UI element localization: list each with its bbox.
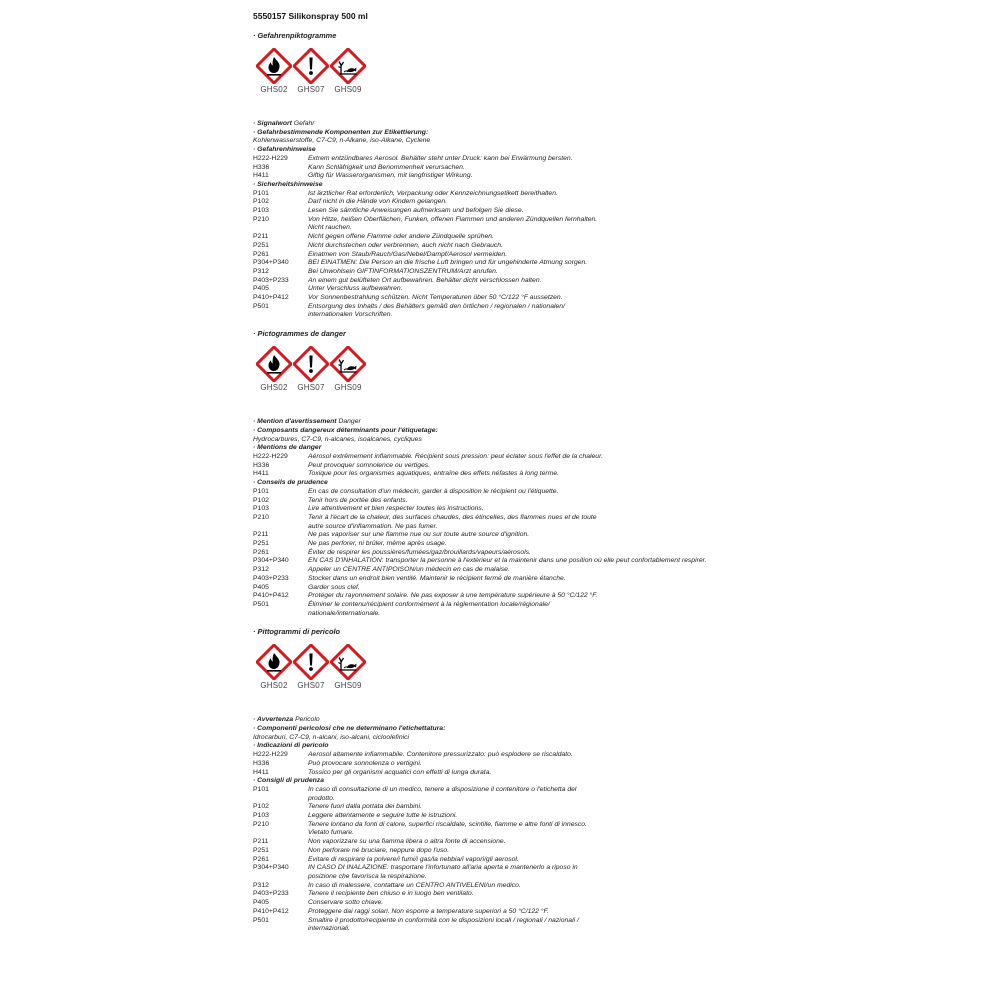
pictogram-row <box>253 346 813 396</box>
hazard-statements-heading: · Gefahrenhinweise <box>253 146 316 154</box>
precautionary-statements-heading: · Conseils de prudence <box>253 479 328 487</box>
statement-text: Tenere il recipiente ben chiuso e in luogo ben ventilato. <box>308 890 474 898</box>
signal-word-line <box>253 418 813 427</box>
hazard-statement <box>253 172 813 181</box>
statement-code: P304+P340 <box>253 864 289 872</box>
statement-code: P102 <box>253 803 269 811</box>
pictogram-code: GHS02 <box>260 383 288 393</box>
statement-text: Peut provoquer somnolence ou vertiges. <box>308 461 431 469</box>
components-heading: · Composants dangereux déterminants pour l'étiquetage: <box>253 426 438 434</box>
pictogram-code: GHS02 <box>260 681 288 691</box>
hazard-label-section <box>253 627 813 934</box>
precautionary-statement <box>253 277 813 286</box>
precautionary-statement <box>253 908 813 917</box>
statement-code: P403+P233 <box>253 890 289 898</box>
components-heading: · Componenti pericolosi che ne determinano l'etichettatura: <box>253 725 446 733</box>
precautionary-statement <box>253 566 813 575</box>
statement-text: Ne pas perforer, ni brûler, même après usage. <box>308 540 447 548</box>
statement-code: P405 <box>253 583 269 591</box>
statement-code: H336 <box>253 461 270 469</box>
precautionary-statement <box>253 303 813 320</box>
precautionary-statement <box>253 786 813 803</box>
precautionary-statement <box>253 584 813 593</box>
signal-word-label: · Avvertenza <box>253 716 294 724</box>
document-page <box>253 10 813 934</box>
statement-text: Entsorgung des Inhalts / des Behälters gemäß den örtlichen / regionalen / nationalen/ internationalen Vorschriften. <box>308 302 565 319</box>
precautionary-statement <box>253 285 813 294</box>
pictogram-code: GHS09 <box>334 85 362 94</box>
pictogram-code: GHS07 <box>297 681 325 691</box>
statement-code: H222-H229 <box>253 452 288 460</box>
precautionary-statement <box>253 549 813 558</box>
statement-code: P410+P412 <box>253 592 289 600</box>
statement-text: Evitare di respirare la polvere/i fumi/i gas/la nebbia/i vapori/gli aerosol. <box>308 855 519 863</box>
precautionary-statement <box>253 531 813 540</box>
statement-text: Nicht gegen offene Flamme oder andere Zündquelle sprühen. <box>308 233 494 241</box>
signal-word-value: Gefahr <box>293 120 315 127</box>
statement-text: Toxique pour les organismes aquatiques, entraîne des effets néfastes à long terme. <box>308 470 560 478</box>
pictogram-code: GHS07 <box>297 383 325 393</box>
statement-code: P211 <box>253 233 269 241</box>
statement-code: P410+P412 <box>253 294 289 302</box>
statement-code: P211 <box>253 838 269 846</box>
ghs-pictogram <box>330 346 366 392</box>
pictogram-row <box>253 644 813 694</box>
precautionary-statement <box>253 838 813 847</box>
statement-text: Non vaporizzare su una fiamma libera o altra fonte di accensione. <box>308 838 506 846</box>
pictogram-code: GHS09 <box>334 383 362 393</box>
hazard-statement <box>253 470 813 479</box>
hazard-statements-heading: · Mentions de danger <box>253 444 322 452</box>
statement-code: P102 <box>253 496 269 504</box>
hazard-label-section <box>253 329 813 618</box>
hazard-label-section <box>253 31 813 320</box>
precautionary-statement <box>253 899 813 908</box>
statement-code: P312 <box>253 267 269 275</box>
statement-code: P103 <box>253 207 269 215</box>
statement-text: En cas de consultation d'un médecin, garder à disposition le récipient ou l'étiquette. <box>308 487 559 495</box>
statement-text: IN CASO DI INALAZIONE: trasportare l'infortunato all'aria aperta e mantenerlo a riposo in posizione che favorisca la respirazione. <box>308 864 578 880</box>
precautionary-statement <box>253 601 813 618</box>
pictogram-row <box>253 48 813 98</box>
document-title: 5550157 Silikonspray 500 ml <box>253 11 368 21</box>
ghs-pictogram <box>293 48 329 94</box>
precautionary-statement <box>253 497 813 506</box>
hazard-statement <box>253 769 813 778</box>
statement-code: P304+P340 <box>253 259 289 267</box>
flame-icon <box>256 48 292 84</box>
statement-code: P210 <box>253 513 269 521</box>
signal-word-line <box>253 120 813 129</box>
hazard-statement <box>253 751 813 760</box>
precautionary-statement <box>253 847 813 856</box>
statement-code: P403+P233 <box>253 574 289 582</box>
ghs-pictogram <box>293 644 329 690</box>
components-text: Idrocarburi, C7-C9, n-alcani, iso-alcani, cicloolefinici <box>253 733 410 741</box>
statement-text: Conservare sotto chiave. <box>308 899 384 907</box>
statement-code: P261 <box>253 250 269 258</box>
precautionary-statement <box>253 207 813 216</box>
signal-word-label: · Signalwort <box>253 120 292 127</box>
precautionary-statement <box>253 190 813 199</box>
statement-text: Ne pas vaporiser sur une flamme nue ou sur toute autre source d'ignition. <box>308 531 530 539</box>
statement-text: EN CAS D'INHALATION: transporter la personne à l'extérieur et la maintenir dans une position où elle peut confortablement respirer. <box>308 557 707 565</box>
statement-text: Tenere fuori dalla portata dei bambini. <box>308 803 422 811</box>
statement-text: Darf nicht in die Hände von Kindern gelangen. <box>308 198 448 206</box>
exclamation-mark-icon <box>293 644 329 680</box>
ghs-pictogram <box>256 644 292 690</box>
statement-code: P103 <box>253 505 269 513</box>
hazard-statement <box>253 462 813 471</box>
signal-word-label: · Mention d'avertissement <box>253 418 337 426</box>
statement-code: P210 <box>253 215 269 223</box>
statement-text: Lire attentivement et bien respecter toutes les instructions. <box>308 505 484 513</box>
statement-text: Non perforare né bruciare, neppure dopo l'uso. <box>308 846 450 854</box>
statement-text: Leggere attentamente e seguire tutte le istruzioni. <box>308 812 458 820</box>
signal-word-value: Danger <box>338 418 361 426</box>
statement-text: Aérosol extrêmement inflammable. Récipient sous pression: peut éclater sous l'effet de la chaleur. <box>308 452 603 460</box>
hazard-statement <box>253 760 813 769</box>
ghs-pictogram <box>330 48 366 94</box>
statement-code: P102 <box>253 198 269 206</box>
precautionary-statement <box>253 259 813 268</box>
ghs-pictogram <box>256 48 292 94</box>
statement-code: P312 <box>253 566 269 574</box>
statement-code: P405 <box>253 285 269 293</box>
statement-text: Extrem entzündbares Aerosol. Behälter steht unter Druck: kann bei Erwärmung bersten. <box>308 154 573 162</box>
statement-text: Von Hitze, heißen Oberflächen, Funken, offenen Flammen und anderen Zündquellen fernhalten. Nicht rauchen. <box>308 215 598 232</box>
statement-text: Bei Unwohlsein GIFTINFORMATIONSZENTRUM/Arzt anrufen. <box>308 267 498 275</box>
statement-code: P405 <box>253 899 269 907</box>
statement-code: P251 <box>253 846 269 854</box>
statement-code: H411 <box>253 768 269 776</box>
hazard-statement <box>253 155 813 164</box>
statement-text: Éviter de respirer les poussières/fumées/gaz/brouillards/vapeurs/aérosols. <box>308 548 531 556</box>
precautionary-statement <box>253 803 813 812</box>
statement-text: Proteggere dai raggi solari. Non esporre a temperature superiori a 50 °C/122 °F. <box>308 907 549 915</box>
statement-text: Stocker dans un endroit bien ventilé. Maintenir le récipient fermé de manière étanche. <box>308 574 566 582</box>
statement-text: Éliminer le contenu/récipient conformément à la réglementation locale/régionale/ nationale/internationale. <box>308 600 550 617</box>
statement-text: In caso di malessere, contattare un CENTRO ANTIVELENI/un medico. <box>308 881 521 889</box>
pictogram-code: GHS02 <box>260 85 288 94</box>
statement-text: Tenir hors de portée des enfants. <box>308 496 408 504</box>
statement-code: H411 <box>253 172 269 180</box>
precautionary-statement <box>253 917 813 934</box>
flame-icon <box>256 644 292 680</box>
statement-text: Appeler un CENTRE ANTIPOISON/un médecin en cas de malaise. <box>308 566 510 574</box>
statement-code: P304+P340 <box>253 557 289 565</box>
components-text: Kohlenwasserstoffe, C7-C9, n-Alkane, iso-Alkane, Cyclene <box>253 137 431 145</box>
hazard-statements-heading: · Indicazioni di pericolo <box>253 742 329 750</box>
statement-code: H336 <box>253 163 270 171</box>
statement-code: P312 <box>253 881 269 889</box>
signal-word-value: Pericolo <box>295 716 320 724</box>
precautionary-statements-heading: · Sicherheitshinweise <box>253 180 323 188</box>
pictograms-heading: · Pittogrammi di pericolo <box>253 627 341 637</box>
precautionary-statement <box>253 268 813 277</box>
precautionary-statement <box>253 864 813 881</box>
statement-text: Unter Verschluss aufbewahren. <box>308 285 403 293</box>
precautionary-statement <box>253 540 813 549</box>
exclamation-mark-icon <box>293 346 329 382</box>
precautionary-statement <box>253 592 813 601</box>
pictograms-heading: · Gefahrenpiktogramme <box>253 31 337 40</box>
statement-text: Kann Schläfrigkeit und Benommenheit verursachen. <box>308 163 465 171</box>
statement-code: P410+P412 <box>253 907 289 915</box>
statement-text: Tenir à l'écart de la chaleur, des surfaces chaudes, des étincelles, des flammes nues et de toute autre source d'inflammation. Ne pas fumer. <box>308 513 597 530</box>
statement-text: Può provocare sonnolenza o vertigini. <box>308 759 422 767</box>
ghs-pictogram <box>330 644 366 690</box>
statement-text: Nicht durchstechen oder verbrennen, auch nicht nach Gebrauch. <box>308 241 503 249</box>
precautionary-statements-heading: · Consigli di prudenza <box>253 777 324 785</box>
statement-code: H336 <box>253 759 270 767</box>
statement-text: Tenere lontano da fonti di calore, superfici riscaldate, scintille, fiamme e altre fonti di innesco. Vietato fumare. <box>308 820 587 837</box>
precautionary-statement <box>253 575 813 584</box>
pictogram-code: GHS09 <box>334 681 362 691</box>
statement-text: An einem gut belüfteten Ort aufbewahren. Behälter dicht verschlossen halten. <box>308 276 542 284</box>
statement-code: P101 <box>253 189 269 197</box>
components-text: Hydrocarbures, C7-C9, n-alcanes, isoalcanes, cycliques <box>253 435 422 443</box>
exclamation-mark-icon <box>293 48 329 84</box>
precautionary-statement <box>253 505 813 514</box>
statement-text: BEI EINATMEN: Die Person an die frische Luft bringen und für ungehinderte Atmung sorgen. <box>308 259 588 267</box>
environment-icon <box>330 644 366 680</box>
statement-code: P101 <box>253 487 269 495</box>
statement-text: Aerosol altamente infiammabile. Contenitore pressurizzato: può esplodere se riscaldato. <box>308 751 573 759</box>
statement-code: P501 <box>253 916 269 924</box>
statement-code: P261 <box>253 855 269 863</box>
statement-text: Giftig für Wasserorganismen, mit langfristiger Wirkung. <box>308 172 473 180</box>
statement-code: P251 <box>253 540 269 548</box>
statement-code: P210 <box>253 820 269 828</box>
flame-icon <box>256 346 292 382</box>
precautionary-statement <box>253 856 813 865</box>
pictograms-heading: · Pictogrammes de danger <box>253 329 346 339</box>
precautionary-statement <box>253 242 813 251</box>
statement-text: Tossico per gli organismi acquatici con effetti di lunga durata. <box>308 768 492 776</box>
precautionary-statement <box>253 294 813 303</box>
precautionary-statement <box>253 251 813 260</box>
statement-code: P101 <box>253 785 269 793</box>
statement-code: H222-H229 <box>253 751 288 759</box>
precautionary-statement <box>253 514 813 531</box>
ghs-pictogram <box>293 346 329 392</box>
statement-code: P403+P233 <box>253 276 289 284</box>
statement-text: Garder sous clef. <box>308 583 360 591</box>
precautionary-statement <box>253 890 813 899</box>
ghs-pictogram <box>256 346 292 392</box>
sections-container <box>253 31 813 934</box>
environment-icon <box>330 48 366 84</box>
hazard-statement <box>253 453 813 462</box>
environment-icon <box>330 346 366 382</box>
statement-code: P103 <box>253 812 269 820</box>
statement-code: H222-H229 <box>253 154 288 162</box>
precautionary-statement <box>253 198 813 207</box>
precautionary-statement <box>253 233 813 242</box>
statement-text: Ist ärztlicher Rat erforderlich, Verpackung oder Kennzeichnungsetikett bereithalten. <box>308 189 558 197</box>
statement-text: Einatmen von Staub/Rauch/Gas/Nebel/Dampf/Aerosol vermeiden. <box>308 250 508 258</box>
statement-code: P261 <box>253 548 269 556</box>
precautionary-statement <box>253 216 813 233</box>
precautionary-statement <box>253 488 813 497</box>
precautionary-statement <box>253 821 813 838</box>
statement-code: P501 <box>253 302 269 310</box>
statement-text: Smaltire il prodotto/recipiente in conformità con le disposizioni locali / regionali / nazionali / internazionali. <box>308 916 579 933</box>
precautionary-statement <box>253 882 813 891</box>
hazard-statement <box>253 164 813 173</box>
components-heading: · Gefahrbestimmende Komponenten zur Etikettierung: <box>253 128 429 136</box>
statement-text: Lesen Sie sämtliche Anweisungen aufmerksam und befolgen Sie diese. <box>308 207 524 215</box>
statement-code: P501 <box>253 600 269 608</box>
statement-code: P251 <box>253 241 269 249</box>
statement-text: In caso di consultazione di un medico, tenere a disposizione il contenitore o l'etichetta del prodotto. <box>308 785 577 802</box>
statement-text: Protéger du rayonnement solaire. Ne pas exposer à une température supérieure à 50 °C/122 °F. <box>308 592 598 600</box>
precautionary-statement <box>253 557 813 566</box>
statement-code: P211 <box>253 531 269 539</box>
statement-text: Vor Sonnenbestrahlung schützen. Nicht Temperaturen über 50 °C/122 °F aussetzen. <box>308 294 563 302</box>
signal-word-line <box>253 716 813 725</box>
precautionary-statement <box>253 812 813 821</box>
statement-code: H411 <box>253 470 269 478</box>
pictogram-code: GHS07 <box>297 85 325 94</box>
